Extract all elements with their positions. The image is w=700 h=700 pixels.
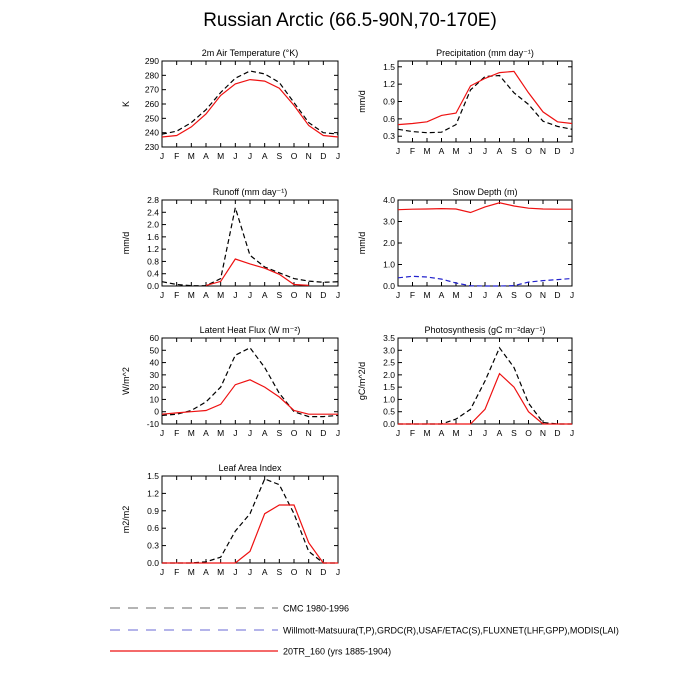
x-tick-label: J (395, 290, 401, 300)
y-tick-label: 1.5 (147, 471, 159, 481)
chart-title: Runoff (mm day⁻¹) (212, 187, 288, 197)
x-tick-label: N (539, 428, 547, 438)
legend-item (110, 647, 391, 657)
x-tick-label: F (174, 567, 180, 577)
y-tick-label: 2.0 (383, 369, 395, 380)
x-tick-label: J (569, 146, 575, 156)
x-tick-label: M (452, 290, 460, 300)
x-tick-label: M (423, 290, 431, 300)
x-tick-label: A (438, 428, 445, 438)
x-tick-label: A (261, 567, 268, 577)
x-tick-label: J (468, 146, 473, 156)
x-tick-label: M (187, 290, 195, 300)
x-tick-label: D (320, 290, 327, 300)
y-axis-label: K (121, 100, 131, 108)
y-tick-label: 4.0 (383, 195, 395, 205)
y-tick-label: 1.0 (383, 394, 395, 405)
y-tick-label: 290 (144, 56, 159, 66)
x-tick-label: D (554, 428, 561, 438)
x-tick-label: J (159, 567, 165, 577)
x-tick-label: J (335, 428, 341, 438)
x-tick-label: M (217, 428, 225, 438)
x-tick-label: J (247, 428, 253, 438)
legend-label: Willmott-Matsuura(T,P),GRDC(R),USAF/ETAC(S),FLUXNET(LHF,GPP),MODIS(LAI) (283, 625, 619, 636)
y-tick-label: 270 (144, 84, 159, 95)
x-tick-label: J (468, 290, 473, 300)
x-tick-label: J (159, 151, 165, 161)
legend-item (110, 604, 349, 614)
y-tick-label: 10 (149, 394, 159, 405)
y-tick-label: 0.4 (147, 268, 159, 279)
x-tick-label: D (554, 290, 561, 300)
x-tick-label: J (233, 290, 238, 300)
x-tick-label: A (496, 428, 503, 438)
x-tick-label: A (261, 428, 268, 438)
chart-title: Latent Heat Flux (W m⁻²) (199, 325, 301, 335)
x-tick-label: N (305, 290, 312, 300)
y-tick-label: 0.3 (383, 131, 395, 142)
x-tick-label: O (525, 290, 532, 300)
x-tick-label: J (247, 151, 253, 161)
x-tick-label: F (409, 428, 416, 438)
x-tick-label: A (261, 290, 268, 300)
y-tick-label: 1.0 (383, 259, 395, 270)
x-tick-label: S (276, 290, 283, 300)
x-tick-label: A (261, 151, 268, 161)
y-axis-label: mm/d (357, 90, 367, 113)
x-tick-label: J (335, 290, 341, 300)
legend-label: 20TR_160 (yrs 1885-1904) (283, 646, 392, 657)
x-tick-label: J (482, 428, 488, 438)
y-tick-label: 1.6 (147, 231, 159, 242)
x-tick-label: O (525, 146, 532, 156)
x-tick-label: S (511, 290, 517, 300)
x-tick-label: J (159, 428, 165, 438)
x-tick-label: J (233, 151, 238, 161)
y-tick-label: 50 (149, 345, 159, 356)
x-tick-label: O (290, 428, 298, 438)
chart-title: Leaf Area Index (218, 463, 282, 473)
x-tick-label: F (174, 151, 180, 161)
x-tick-label: A (438, 290, 445, 300)
x-tick-label: N (539, 146, 547, 156)
x-tick-label: J (247, 567, 253, 577)
x-tick-label: J (482, 146, 488, 156)
x-tick-label: S (276, 151, 283, 161)
y-tick-label: 0.3 (147, 540, 159, 551)
x-tick-label: D (320, 428, 327, 438)
x-tick-label: A (438, 146, 445, 156)
x-tick-label: M (217, 290, 225, 300)
x-tick-label: M (187, 151, 195, 161)
x-tick-label: N (305, 567, 312, 577)
x-tick-label: J (159, 290, 165, 300)
x-tick-label: S (511, 428, 517, 438)
y-tick-label: 0.9 (147, 505, 159, 516)
x-tick-label: J (233, 428, 238, 438)
chart-title: Precipitation (mm day⁻¹) (436, 48, 534, 58)
y-tick-label: 0.0 (383, 281, 395, 291)
y-tick-label: 0.0 (147, 281, 159, 291)
y-tick-label: 3.5 (383, 333, 395, 343)
x-tick-label: A (496, 290, 503, 300)
y-tick-label: 2.0 (383, 238, 395, 248)
y-tick-label: 0 (154, 406, 159, 417)
x-tick-label: A (203, 290, 209, 300)
chart-title: 2m Air Temperature (°K) (201, 48, 299, 58)
y-tick-label: 1.5 (383, 61, 395, 72)
x-tick-label: J (482, 290, 488, 300)
x-tick-label: F (174, 428, 180, 438)
y-tick-label: 0.0 (147, 558, 159, 568)
y-tick-label: 0.9 (383, 96, 395, 107)
x-tick-label: D (320, 151, 327, 161)
y-tick-label: 40 (149, 357, 159, 368)
x-tick-label: M (452, 428, 460, 438)
x-tick-label: N (305, 151, 312, 161)
y-tick-label: 0.6 (147, 523, 159, 534)
y-tick-label: 260 (144, 99, 159, 109)
x-tick-label: M (423, 428, 431, 438)
y-axis-label: gC/m^2/d (357, 361, 367, 401)
x-tick-label: F (409, 290, 416, 300)
x-tick-label: F (409, 146, 416, 156)
x-tick-label: M (217, 151, 225, 161)
x-tick-label: J (335, 151, 341, 161)
y-tick-label: 2.5 (383, 357, 395, 368)
x-tick-label: M (423, 146, 431, 156)
y-axis-label: W/m^2 (121, 367, 131, 395)
x-tick-label: J (233, 567, 238, 577)
y-tick-label: 0.8 (147, 256, 159, 267)
x-tick-label: D (320, 567, 327, 577)
y-tick-label: 1.2 (147, 244, 159, 255)
y-tick-label: 280 (144, 70, 159, 81)
x-tick-label: O (290, 567, 298, 577)
y-tick-label: 0.6 (383, 113, 395, 124)
x-tick-label: M (187, 428, 195, 438)
y-tick-label: 2.8 (147, 195, 159, 205)
x-tick-label: A (203, 567, 209, 577)
x-tick-label: O (290, 151, 298, 161)
y-tick-label: 2.4 (147, 207, 159, 218)
y-axis-label: mm/d (357, 231, 367, 255)
x-tick-label: J (569, 290, 575, 300)
y-tick-label: -10 (146, 419, 159, 429)
y-tick-label: 240 (144, 127, 159, 138)
x-tick-label: J (395, 428, 401, 438)
x-tick-label: M (217, 567, 225, 577)
y-tick-label: 0.5 (383, 406, 395, 417)
y-tick-label: 60 (149, 333, 159, 343)
x-tick-label: N (305, 428, 312, 438)
page-title: Russian Arctic (66.5-90N,70-170E) (203, 10, 497, 31)
y-tick-label: 20 (149, 382, 159, 393)
x-tick-label: M (452, 146, 460, 156)
x-tick-label: O (290, 290, 298, 300)
x-tick-label: F (174, 290, 180, 300)
x-tick-label: J (395, 146, 401, 156)
y-tick-label: 3.0 (383, 216, 395, 227)
y-tick-label: 30 (149, 369, 159, 380)
y-axis-label: m2/m2 (121, 505, 131, 534)
y-tick-label: 2.0 (147, 219, 159, 230)
x-tick-label: A (203, 428, 209, 438)
x-tick-label: J (569, 428, 575, 438)
chart-title: Photosynthesis (gC m⁻²day⁻¹) (424, 325, 546, 335)
x-tick-label: M (187, 567, 195, 577)
y-tick-label: 250 (144, 113, 159, 124)
y-tick-label: 3.0 (383, 345, 395, 356)
legend-label: CMC 1980-1996 (283, 603, 350, 614)
x-tick-label: S (276, 567, 283, 577)
y-tick-label: 1.2 (147, 488, 159, 499)
chart-title: Snow Depth (m) (452, 187, 518, 197)
x-tick-label: J (468, 428, 473, 438)
y-tick-label: 0.0 (383, 419, 395, 429)
y-tick-label: 230 (144, 142, 159, 152)
y-tick-label: 1.2 (383, 79, 395, 90)
x-tick-label: N (539, 290, 547, 300)
x-tick-label: S (511, 146, 517, 156)
y-tick-label: 1.5 (383, 382, 395, 393)
y-axis-label: mm/d (121, 231, 131, 255)
x-tick-label: J (247, 290, 253, 300)
x-tick-label: O (525, 428, 532, 438)
x-tick-label: S (276, 428, 283, 438)
legend-item (110, 626, 619, 636)
x-tick-label: J (335, 567, 341, 577)
x-tick-label: A (203, 151, 209, 161)
x-tick-label: A (496, 146, 503, 156)
x-tick-label: D (554, 146, 561, 156)
